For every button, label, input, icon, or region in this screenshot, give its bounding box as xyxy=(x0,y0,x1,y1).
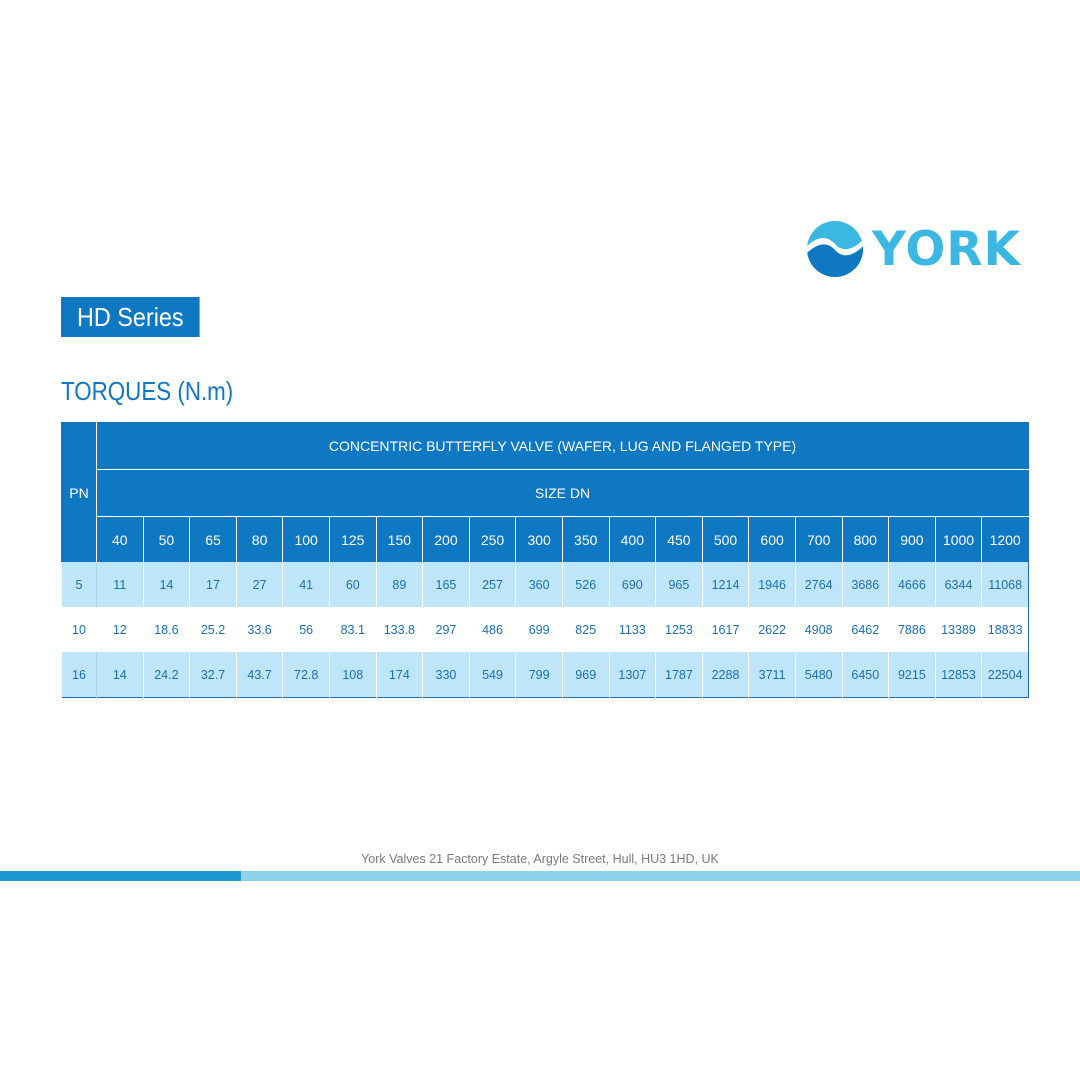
torque-cell: 43.7 xyxy=(236,652,283,698)
torque-cell: 1253 xyxy=(656,607,703,652)
torque-cell: 1307 xyxy=(609,652,656,698)
torque-cell: 18833 xyxy=(982,607,1029,652)
size-cell: 450 xyxy=(656,517,703,563)
torque-cell: 6344 xyxy=(935,562,982,607)
torque-cell: 1133 xyxy=(609,607,656,652)
torque-cell: 25.2 xyxy=(190,607,237,652)
series-label: HD Series xyxy=(76,302,184,332)
table-row xyxy=(62,562,1029,607)
footer-address: York Valves 21 Factory Estate, Argyle Street, Hull, HU3 1HD, UK xyxy=(361,852,719,866)
section-title: TORQUES (N.m) xyxy=(61,376,234,406)
torque-cell: 9215 xyxy=(889,652,936,698)
torque-cell: 1946 xyxy=(749,562,796,607)
pn-header: PN xyxy=(62,423,97,563)
torque-cell: 133.8 xyxy=(376,607,423,652)
torque-cell: 5480 xyxy=(795,652,842,698)
size-cell: 1200 xyxy=(982,517,1029,563)
pn-cell: 10 xyxy=(62,607,97,652)
wave-circle-icon xyxy=(806,220,864,278)
torque-cell: 2288 xyxy=(702,652,749,698)
brand-name: YORK xyxy=(872,222,1021,277)
size-row xyxy=(62,517,1029,563)
torque-cell: 690 xyxy=(609,562,656,607)
torque-cell: 17 xyxy=(190,562,237,607)
table-title: CONCENTRIC BUTTERFLY VALVE (WAFER, LUG AND FLANGED TYPE) xyxy=(97,423,1029,470)
torque-cell: 549 xyxy=(469,652,516,698)
torque-cell: 89 xyxy=(376,562,423,607)
size-header: SIZE DN xyxy=(97,470,1029,517)
torque-cell: 1617 xyxy=(702,607,749,652)
torque-cell: 257 xyxy=(469,562,516,607)
torque-cell: 297 xyxy=(423,607,470,652)
table-row xyxy=(62,607,1029,652)
pn-cell: 16 xyxy=(62,652,97,698)
torque-cell: 6462 xyxy=(842,607,889,652)
torque-cell: 14 xyxy=(143,562,190,607)
torque-cell: 32.7 xyxy=(190,652,237,698)
torque-cell: 41 xyxy=(283,562,330,607)
torque-cell: 2622 xyxy=(749,607,796,652)
torque-cell: 825 xyxy=(562,607,609,652)
torque-cell: 11 xyxy=(97,562,144,607)
torque-cell: 60 xyxy=(329,562,376,607)
size-cell: 65 xyxy=(190,517,237,563)
torque-cell: 22504 xyxy=(982,652,1029,698)
torque-cell: 14 xyxy=(97,652,144,698)
torque-cell: 799 xyxy=(516,652,563,698)
torque-cell: 24.2 xyxy=(143,652,190,698)
torque-cell: 108 xyxy=(329,652,376,698)
torque-cell: 3686 xyxy=(842,562,889,607)
torque-cell: 165 xyxy=(423,562,470,607)
torque-cell: 56 xyxy=(283,607,330,652)
footer-bar-dark xyxy=(0,871,241,881)
torque-cell: 18.6 xyxy=(143,607,190,652)
size-cell: 150 xyxy=(376,517,423,563)
torque-cell: 965 xyxy=(656,562,703,607)
pn-cell: 5 xyxy=(62,562,97,607)
size-cell: 500 xyxy=(702,517,749,563)
torque-cell: 6450 xyxy=(842,652,889,698)
size-cell: 80 xyxy=(236,517,283,563)
table-header-row xyxy=(62,470,1029,517)
size-cell: 700 xyxy=(795,517,842,563)
torque-cell: 7886 xyxy=(889,607,936,652)
torque-cell: 360 xyxy=(516,562,563,607)
torque-cell: 330 xyxy=(423,652,470,698)
torque-cell: 12853 xyxy=(935,652,982,698)
footer-bar-light xyxy=(241,871,1080,881)
torque-cell: 526 xyxy=(562,562,609,607)
size-cell: 100 xyxy=(283,517,330,563)
size-cell: 900 xyxy=(889,517,936,563)
torque-cell: 12 xyxy=(97,607,144,652)
torque-cell: 174 xyxy=(376,652,423,698)
size-cell: 200 xyxy=(423,517,470,563)
torque-cell: 33.6 xyxy=(236,607,283,652)
size-cell: 250 xyxy=(469,517,516,563)
torque-cell: 27 xyxy=(236,562,283,607)
torque-cell: 2764 xyxy=(795,562,842,607)
torque-cell: 486 xyxy=(469,607,516,652)
size-cell: 1000 xyxy=(935,517,982,563)
size-cell: 400 xyxy=(609,517,656,563)
table-row xyxy=(62,652,1029,698)
size-cell: 350 xyxy=(562,517,609,563)
torque-cell: 1214 xyxy=(702,562,749,607)
torque-cell: 699 xyxy=(516,607,563,652)
torque-cell: 969 xyxy=(562,652,609,698)
york-logo xyxy=(806,218,1030,282)
size-cell: 600 xyxy=(749,517,796,563)
torque-cell: 4666 xyxy=(889,562,936,607)
torque-table xyxy=(61,422,1029,698)
torque-cell: 13389 xyxy=(935,607,982,652)
torque-cell: 1787 xyxy=(656,652,703,698)
torque-cell: 83.1 xyxy=(329,607,376,652)
size-cell: 125 xyxy=(329,517,376,563)
torque-cell: 72.8 xyxy=(283,652,330,698)
series-badge xyxy=(61,297,200,337)
size-cell: 40 xyxy=(97,517,144,563)
torque-cell: 3711 xyxy=(749,652,796,698)
table-header-row xyxy=(62,423,1029,470)
size-cell: 50 xyxy=(143,517,190,563)
torque-cell: 11068 xyxy=(982,562,1029,607)
size-cell: 800 xyxy=(842,517,889,563)
torque-cell: 4908 xyxy=(795,607,842,652)
size-cell: 300 xyxy=(516,517,563,563)
